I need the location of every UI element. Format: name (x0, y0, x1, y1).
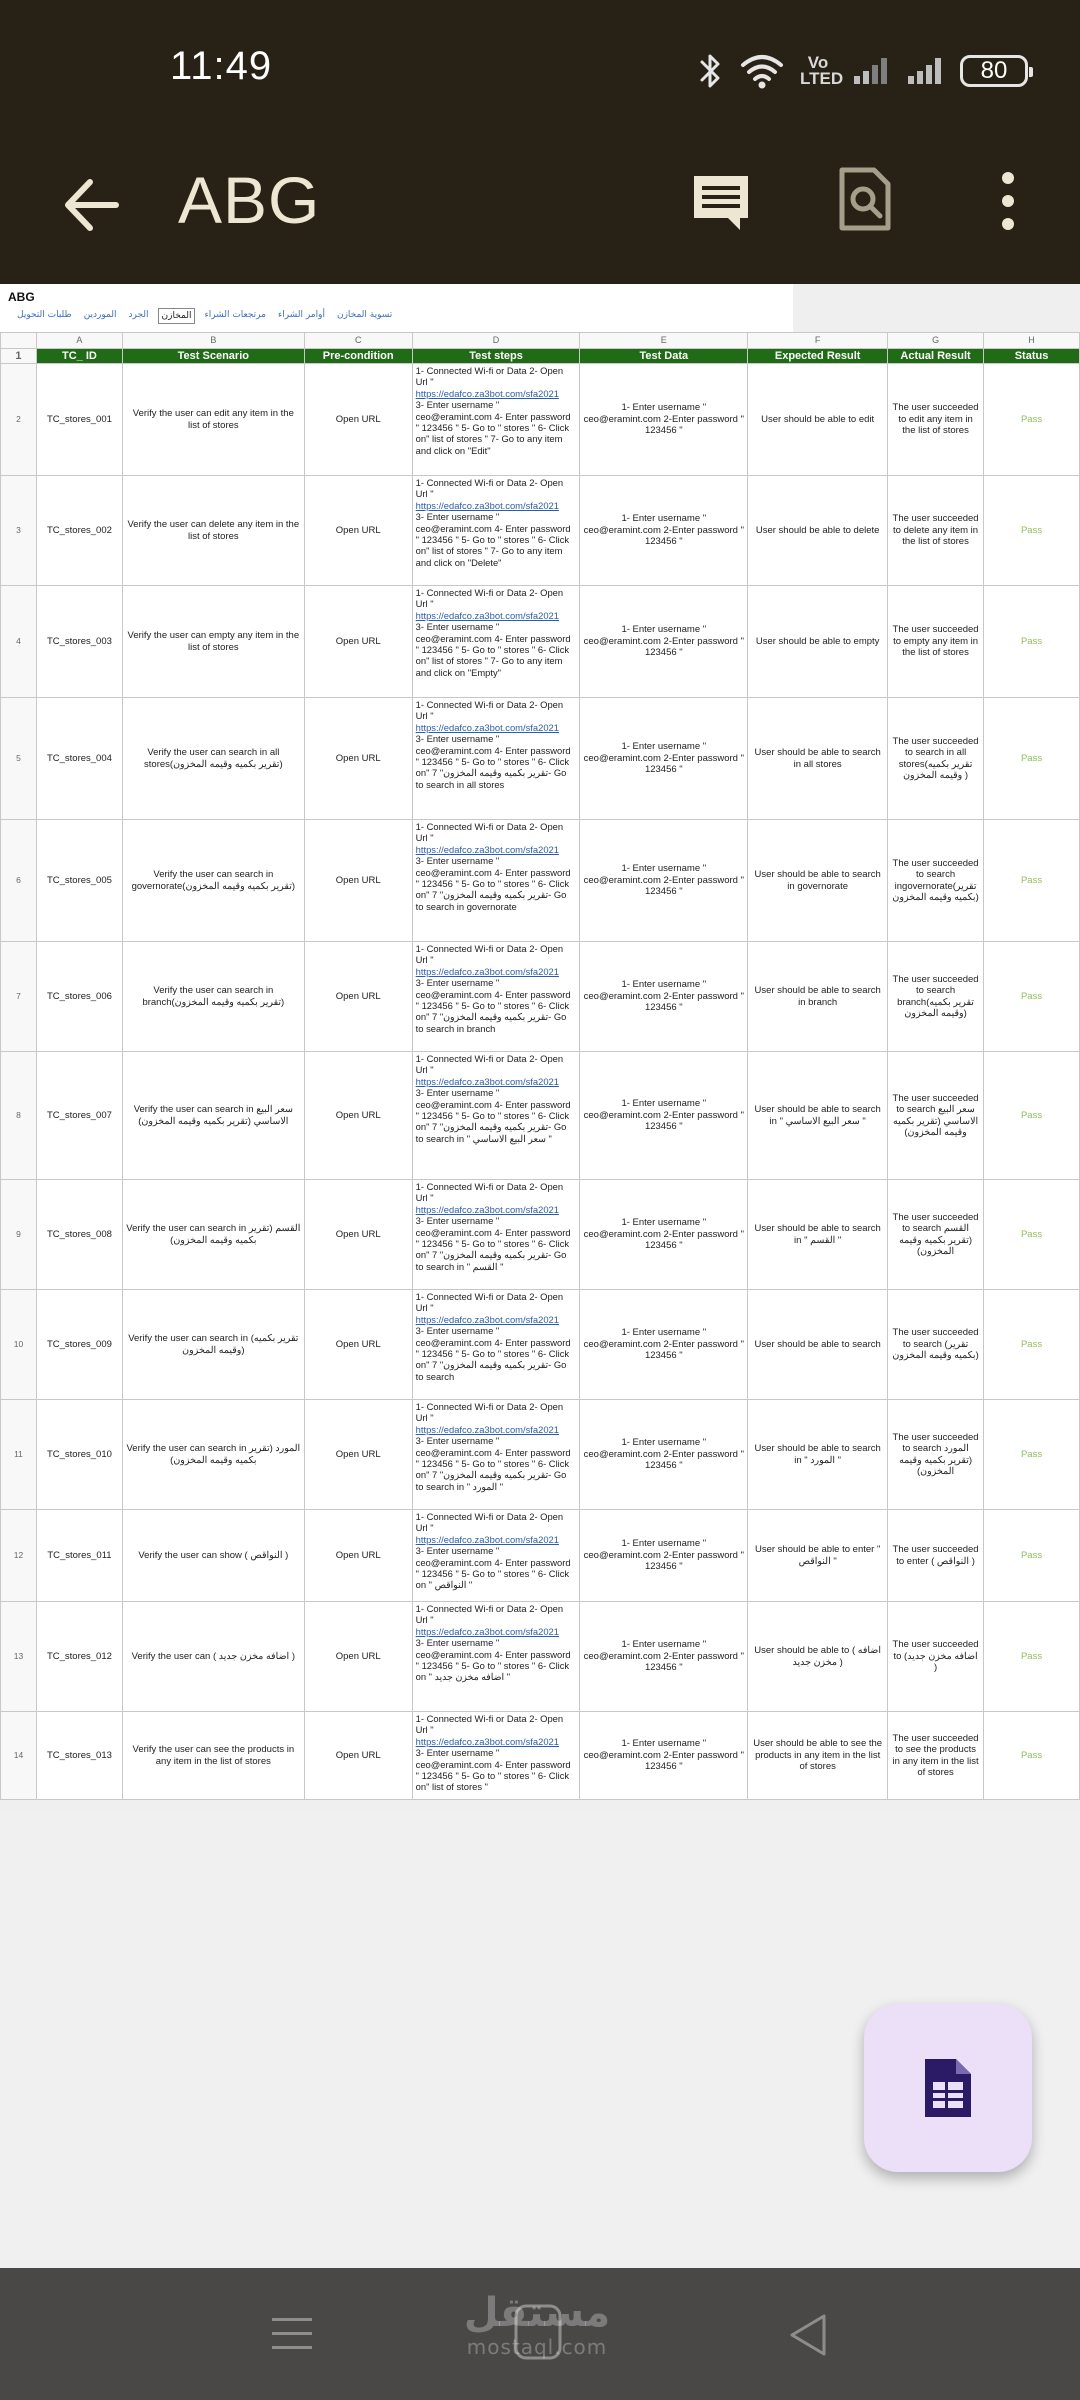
test-case-id[interactable]: TC_stores_001 (36, 364, 122, 476)
sheet-header (0, 284, 793, 332)
expected-result[interactable]: User should be able to search in " المورد " (748, 1400, 888, 1510)
steps-text: 3- Enter username " ceo@eramint.com 4- Enter password " 123456 " 5- Go to " stores " 6- Click on" تقرير بكميه وقيمه المخزون" 7- Go to search in " المورد " (415, 1435, 571, 1492)
expected-result[interactable]: User should be able to delete (748, 476, 888, 586)
steps-text: 3- Enter username " ceo@eramint.com 4- Enter password " 123456 " 5- Go to " stores " 6- Click on " اضافه مخزن جديد " (415, 1637, 571, 1683)
test-data[interactable]: 1- Enter username " ceo@eramint.com 2-Enter password " 123456 " (580, 698, 748, 820)
test-scenario[interactable]: Verify the user can see the products in any item in the list of stores (122, 1712, 304, 1800)
row-number[interactable]: 8 (1, 1052, 37, 1180)
pre-condition[interactable]: Open URL (304, 820, 412, 942)
actual-result[interactable]: The user succeeded to (اضافه مخزن جديد ) (888, 1602, 984, 1712)
header-cell[interactable]: Pre-condition (304, 349, 412, 364)
steps-link[interactable]: https://edafco.za3bot.com/sfa2021 (415, 387, 559, 399)
actual-result[interactable]: The user succeeded to see the products in any item in the list of stores (888, 1712, 984, 1800)
wifi-icon (740, 53, 784, 89)
status-bar (0, 0, 1080, 130)
status-cell[interactable]: Pass (984, 1180, 1080, 1290)
status-cell[interactable]: Pass (984, 1400, 1080, 1510)
actual-result[interactable]: The user succeeded to search ingovernorate(تقرير بكميه وقيمه المخزون) (888, 820, 984, 942)
sheets-fab-button[interactable] (864, 2004, 1032, 2172)
pre-condition[interactable]: Open URL (304, 1712, 412, 1800)
steps-link[interactable]: https://edafco.za3bot.com/sfa2021 (415, 965, 559, 977)
pre-condition[interactable]: Open URL (304, 476, 412, 586)
column-letter[interactable]: B (122, 333, 304, 349)
system-icons (698, 48, 1028, 94)
table-row (1, 1712, 1080, 1800)
test-case-id[interactable]: TC_stores_011 (36, 1510, 122, 1602)
table-row (1, 820, 1080, 942)
sheet-tab[interactable]: الجرد (128, 310, 149, 320)
test-steps[interactable] (412, 476, 580, 586)
test-scenario[interactable]: Verify the user can search in القسم (تقرير بكميه وقيمه المخزون) (122, 1180, 304, 1290)
sheet-tab[interactable]: أوامر الشراء (277, 310, 325, 320)
back-triangle-icon[interactable] (786, 2312, 830, 2358)
pre-condition[interactable]: Open URL (304, 1052, 412, 1180)
test-scenario[interactable]: Verify the user can search in branch(تقرير بكميه وقيمه المخزون) (122, 942, 304, 1052)
test-case-id[interactable]: TC_stores_003 (36, 586, 122, 698)
status-cell[interactable]: Pass (984, 586, 1080, 698)
test-steps[interactable] (412, 942, 580, 1052)
actual-result[interactable]: The user succeeded to search (تقرير بكميه وقيمه المخزون) (888, 1290, 984, 1400)
more-vert-icon[interactable] (990, 168, 1026, 234)
expected-result[interactable]: User should be able to ( اضافه مخزن جديد ) (748, 1602, 888, 1712)
test-scenario[interactable]: Verify the user can search in المورد (تقرير بكميه وقيمه المخزون) (122, 1400, 304, 1510)
test-scenario[interactable]: Verify the user can delete any item in the list of stores (122, 476, 304, 586)
steps-text: 3- Enter username " ceo@eramint.com 4- Enter password " 123456 " 5- Go to " stores " 6- Click on" list of stores " (415, 1747, 571, 1793)
table-row (1, 1602, 1080, 1712)
test-data[interactable]: 1- Enter username " ceo@eramint.com 2-Enter password " 123456 " (580, 1400, 748, 1510)
sheets-icon (922, 2056, 974, 2120)
row-number[interactable]: 12 (1, 1510, 37, 1602)
volte-label: Vo LTED (800, 53, 844, 88)
comment-icon[interactable] (688, 170, 754, 236)
test-data[interactable]: 1- Enter username " ceo@eramint.com 2-Enter password " 123456 " (580, 1602, 748, 1712)
watermark-latin: mostaql.com (466, 2335, 608, 2359)
header-cell[interactable]: Test steps (412, 349, 580, 364)
actual-result[interactable]: The user succeeded to edit any item in the list of stores (888, 364, 984, 476)
watermark-arabic: مستقل (463, 2290, 611, 2336)
test-case-id[interactable]: TC_stores_004 (36, 698, 122, 820)
steps-text: 1- Connected Wi-fi or Data 2- Open Url " (415, 1053, 564, 1076)
steps-link[interactable]: https://edafco.za3bot.com/sfa2021 (415, 1203, 559, 1215)
expected-result[interactable]: User should be able to search in " سعر البيع الاساسي " (748, 1052, 888, 1180)
steps-link[interactable]: https://edafco.za3bot.com/sfa2021 (415, 721, 559, 733)
test-data[interactable]: 1- Enter username " ceo@eramint.com 2-Enter password " 123456 " (580, 476, 748, 586)
row-number[interactable]: 1 (1, 349, 37, 364)
column-letter[interactable]: E (580, 333, 748, 349)
steps-text: 1- Connected Wi-fi or Data 2- Open Url " (415, 699, 564, 722)
document-title: ABG (178, 163, 321, 237)
test-steps[interactable] (412, 820, 580, 942)
actual-result[interactable]: The user succeeded to search سعر البيع الاساسي (تقرير بكميه وقيمه المخزون) (888, 1052, 984, 1180)
row-number[interactable]: 14 (1, 1712, 37, 1800)
row-number[interactable]: 11 (1, 1400, 37, 1510)
expected-result[interactable]: User should be able to search in branch (748, 942, 888, 1052)
header-cell[interactable]: Expected Result (748, 349, 888, 364)
table-row (1, 1052, 1080, 1180)
pre-condition[interactable]: Open URL (304, 1180, 412, 1290)
actual-result[interactable]: The user succeeded to search branch(تقرير بكميه وقيمه المخزون) (888, 942, 984, 1052)
expected-result[interactable]: User should be able to enter " النواقص " (748, 1510, 888, 1602)
steps-text: 3- Enter username " ceo@eramint.com 4- Enter password " 123456 " 5- Go to " stores " 6- Click on" تقرير بكميه وقيمه المخزون" 7- Go to search (415, 1325, 571, 1382)
test-scenario[interactable]: Verify the user can search in governorate(تقرير بكميه وقيمه المخزون) (122, 820, 304, 942)
signal-icon-2 (906, 56, 944, 86)
steps-text: 1- Connected Wi-fi or Data 2- Open Url " (415, 943, 564, 966)
test-scenario[interactable]: Verify the user can search in سعر البيع الاساسي (تقرير بكميه وقيمه المخزون) (122, 1052, 304, 1180)
status-cell[interactable]: Pass (984, 364, 1080, 476)
row-number[interactable]: 2 (1, 364, 37, 476)
header-cell[interactable]: Test Data (580, 349, 748, 364)
status-cell[interactable]: Pass (984, 1602, 1080, 1712)
steps-link[interactable]: https://edafco.za3bot.com/sfa2021 (415, 1075, 559, 1087)
pre-condition[interactable]: Open URL (304, 364, 412, 476)
steps-text: 3- Enter username " ceo@eramint.com 4- Enter password " 123456 " 5- Go to " stores " 6- Click on" list of stores " 7- Go to any item and click on "Empty" (415, 621, 571, 678)
sheet-tab-active[interactable]: المخازن (158, 308, 196, 324)
test-data[interactable]: 1- Enter username " ceo@eramint.com 2-Enter password " 123456 " (580, 1052, 748, 1180)
steps-text: 3- Enter username " ceo@eramint.com 4- Enter password " 123456 " 5- Go to " stores " 6- Click on" تقرير بكميه وقيمه المخزون" 7- Go to search in branch (415, 977, 571, 1034)
test-steps[interactable] (412, 586, 580, 698)
actual-result[interactable]: The user succeeded to search in all stores(تقرير بكميه وقيمه المخزون ) (888, 698, 984, 820)
header-cell[interactable]: Status (984, 349, 1080, 364)
row-number[interactable]: 7 (1, 942, 37, 1052)
test-case-id[interactable]: TC_stores_005 (36, 820, 122, 942)
test-case-id[interactable]: TC_stores_006 (36, 942, 122, 1052)
actual-result[interactable]: The user succeeded to delete any item in the list of stores (888, 476, 984, 586)
status-cell[interactable]: Pass (984, 476, 1080, 586)
watermark (462, 2290, 612, 2358)
steps-text: 1- Connected Wi-fi or Data 2- Open Url " (415, 821, 564, 844)
test-data[interactable]: 1- Enter username " ceo@eramint.com 2-Enter password " 123456 " (580, 820, 748, 942)
status-cell[interactable]: Pass (984, 1712, 1080, 1800)
table-row (1, 586, 1080, 698)
battery-icon: 80 (960, 55, 1028, 87)
actual-result[interactable]: The user succeeded to search القسم (تقرير بكميه وقيمه المخزون) (888, 1180, 984, 1290)
test-data[interactable]: 1- Enter username " ceo@eramint.com 2-Enter password " 123456 " (580, 1510, 748, 1602)
test-case-id[interactable]: TC_stores_007 (36, 1052, 122, 1180)
signal-icon (852, 56, 890, 86)
pre-condition[interactable]: Open URL (304, 1510, 412, 1602)
test-steps[interactable] (412, 1400, 580, 1510)
app-bar (0, 130, 1080, 284)
steps-text: 3- Enter username " ceo@eramint.com 4- Enter password " 123456 " 5- Go to " stores " 6- Click on" تقرير بكميه وقيمه المخزون" 7- Go to search in governorate (415, 855, 571, 912)
test-steps[interactable] (412, 1180, 580, 1290)
test-data[interactable]: 1- Enter username " ceo@eramint.com 2-Enter password " 123456 " (580, 1180, 748, 1290)
test-scenario[interactable]: Verify the user can search in all stores(تقرير بكميه وقيمه المخزون) (122, 698, 304, 820)
test-steps[interactable] (412, 1052, 580, 1180)
status-cell[interactable]: Pass (984, 942, 1080, 1052)
actual-result[interactable]: The user succeeded to enter ( النواقص ) (888, 1510, 984, 1602)
header-cell[interactable]: TC_ ID (36, 349, 122, 364)
test-case-id[interactable]: TC_stores_008 (36, 1180, 122, 1290)
pre-condition[interactable]: Open URL (304, 1290, 412, 1400)
steps-text: 3- Enter username " ceo@eramint.com 4- Enter password " 123456 " 5- Go to " stores " 6- Click on" تقرير بكميه وقيمه المخزون" 7- Go to search in " القسم " (415, 1215, 571, 1272)
pre-condition[interactable]: Open URL (304, 1602, 412, 1712)
table-row (1, 476, 1080, 586)
status-time: 11:49 (170, 44, 273, 88)
steps-text: 1- Connected Wi-fi or Data 2- Open Url " (415, 477, 564, 500)
spreadsheet-grid (0, 332, 1080, 1800)
row-number[interactable]: 5 (1, 698, 37, 820)
test-steps[interactable] (412, 1290, 580, 1400)
test-data[interactable]: 1- Enter username " ceo@eramint.com 2-Enter password " 123456 " (580, 586, 748, 698)
test-case-id[interactable]: TC_stores_002 (36, 476, 122, 586)
test-steps[interactable] (412, 698, 580, 820)
table-row (1, 364, 1080, 476)
actual-result[interactable]: The user succeeded to search المورد (تقرير بكميه وقيمه المخزون) (888, 1400, 984, 1510)
steps-text: 3- Enter username " ceo@eramint.com 4- Enter password " 123456 " 5- Go to " stores " 6- Click on" تقرير بكميه وقيمه المخزون" 7- Go to search in " سعر البيع الاساسي " (415, 1087, 571, 1144)
expected-result[interactable]: User should be able to empty (748, 586, 888, 698)
find-in-page-icon[interactable] (838, 166, 892, 232)
steps-link[interactable]: https://edafco.za3bot.com/sfa2021 (415, 609, 559, 621)
steps-text: 1- Connected Wi-fi or Data 2- Open Url " (415, 1291, 564, 1314)
row-number[interactable]: 4 (1, 586, 37, 698)
test-data[interactable]: 1- Enter username " ceo@eramint.com 2-Enter password " 123456 " (580, 364, 748, 476)
pre-condition[interactable]: Open URL (304, 942, 412, 1052)
steps-text: 1- Connected Wi-fi or Data 2- Open Url " (415, 1603, 564, 1626)
test-scenario[interactable]: Verify the user can search in (تقرير بكميه وقيمه المخزون) (122, 1290, 304, 1400)
test-data[interactable]: 1- Enter username " ceo@eramint.com 2-Enter password " 123456 " (580, 942, 748, 1052)
menu-icon[interactable] (268, 2312, 316, 2356)
steps-text: 3- Enter username " ceo@eramint.com 4- Enter password " 123456 " 5- Go to " stores " 6- Click on" تقرير بكميه وقيمه المخزون" 7- Go to search in all stores (415, 733, 571, 790)
status-cell[interactable]: Pass (984, 820, 1080, 942)
steps-link[interactable]: https://edafco.za3bot.com/sfa2021 (415, 1423, 559, 1435)
back-arrow-icon[interactable] (56, 170, 126, 240)
test-data[interactable]: 1- Enter username " ceo@eramint.com 2-Enter password " 123456 " (580, 1712, 748, 1800)
steps-text: 1- Connected Wi-fi or Data 2- Open Url " (415, 1401, 564, 1424)
column-letter[interactable]: H (984, 333, 1080, 349)
steps-link[interactable]: https://edafco.za3bot.com/sfa2021 (415, 499, 559, 511)
steps-link[interactable]: https://edafco.za3bot.com/sfa2021 (415, 843, 559, 855)
test-case-id[interactable]: TC_stores_010 (36, 1400, 122, 1510)
test-steps[interactable] (412, 364, 580, 476)
status-cell[interactable]: Pass (984, 1510, 1080, 1602)
test-data[interactable]: 1- Enter username " ceo@eramint.com 2-Enter password " 123456 " (580, 1290, 748, 1400)
pre-condition[interactable]: Open URL (304, 1400, 412, 1510)
status-cell[interactable]: Pass (984, 698, 1080, 820)
row-number[interactable]: 6 (1, 820, 37, 942)
test-steps[interactable] (412, 1510, 580, 1602)
sheet-tabs (14, 308, 395, 324)
table-row (1, 1180, 1080, 1290)
test-case-id[interactable]: TC_stores_012 (36, 1602, 122, 1712)
steps-link[interactable]: https://edafco.za3bot.com/sfa2021 (415, 1735, 559, 1747)
row-number[interactable]: 3 (1, 476, 37, 586)
steps-text: 1- Connected Wi-fi or Data 2- Open Url " (415, 1181, 564, 1204)
expected-result[interactable]: User should be able to search in all stores (748, 698, 888, 820)
sheet-viewer[interactable] (0, 284, 1080, 1814)
column-letter[interactable]: D (412, 333, 580, 349)
steps-link[interactable]: https://edafco.za3bot.com/sfa2021 (415, 1625, 559, 1637)
header-cell[interactable]: Actual Result (888, 349, 984, 364)
header-row (1, 349, 1080, 364)
test-scenario[interactable]: Verify the user can ( اضافه مخزن جديد ) (122, 1602, 304, 1712)
row-number[interactable]: 9 (1, 1180, 37, 1290)
column-letter[interactable]: F (748, 333, 888, 349)
table-row (1, 698, 1080, 820)
steps-link[interactable]: https://edafco.za3bot.com/sfa2021 (415, 1313, 559, 1325)
table-row (1, 1290, 1080, 1400)
expected-result[interactable]: User should be able to see the products in any item in the list of stores (748, 1712, 888, 1800)
column-letters-row (1, 333, 1080, 349)
sheet-tab[interactable]: طلبات التحويل (17, 310, 72, 320)
table-row (1, 1400, 1080, 1510)
pre-condition[interactable]: Open URL (304, 698, 412, 820)
table-row (1, 942, 1080, 1052)
expected-result[interactable]: User should be able to search in governorate (748, 820, 888, 942)
actual-result[interactable]: The user succeeded to empty any item in the list of stores (888, 586, 984, 698)
expected-result[interactable]: User should be able to edit (748, 364, 888, 476)
steps-text: 1- Connected Wi-fi or Data 2- Open Url " (415, 365, 564, 388)
test-steps[interactable] (412, 1602, 580, 1712)
table-row (1, 1510, 1080, 1602)
expected-result[interactable]: User should be able to search (748, 1290, 888, 1400)
status-cell[interactable]: Pass (984, 1052, 1080, 1180)
column-letter[interactable]: A (36, 333, 122, 349)
sheet-tab[interactable]: الموردين (83, 310, 117, 320)
steps-text: 3- Enter username " ceo@eramint.com 4- Enter password " 123456 " 5- Go to " stores " 6- Click on " النواقص " (415, 1545, 571, 1591)
pre-condition[interactable]: Open URL (304, 586, 412, 698)
steps-text: 1- Connected Wi-fi or Data 2- Open Url " (415, 587, 564, 610)
test-steps[interactable] (412, 1712, 580, 1800)
test-case-id[interactable]: TC_stores_013 (36, 1712, 122, 1800)
test-scenario[interactable]: Verify the user can show ( النواقص ) (122, 1510, 304, 1602)
bluetooth-icon (698, 51, 724, 91)
steps-text: 1- Connected Wi-fi or Data 2- Open Url " (415, 1511, 564, 1534)
row-number[interactable]: 10 (1, 1290, 37, 1400)
steps-text: 3- Enter username " ceo@eramint.com 4- Enter password " 123456 " 5- Go to " stores " 6- Click on" list of stores " 7- Go to any item and click on "Delete" (415, 511, 571, 568)
expected-result[interactable]: User should be able to search in " القسم " (748, 1180, 888, 1290)
test-scenario[interactable]: Verify the user can empty any item in the list of stores (122, 586, 304, 698)
column-letter[interactable]: G (888, 333, 984, 349)
sheet-tab[interactable]: مرتجعات الشراء (204, 310, 266, 320)
sheet-tab[interactable]: تسوية المخازن (336, 310, 393, 320)
status-cell[interactable]: Pass (984, 1290, 1080, 1400)
header-cell[interactable]: Test Scenario (122, 349, 304, 364)
steps-text: 1- Connected Wi-fi or Data 2- Open Url " (415, 1713, 564, 1736)
corner-cell (1, 333, 37, 349)
navigation-bar (0, 2268, 1080, 2400)
row-number[interactable]: 13 (1, 1602, 37, 1712)
column-letter[interactable]: C (304, 333, 412, 349)
test-case-id[interactable]: TC_stores_009 (36, 1290, 122, 1400)
steps-text: 3- Enter username " ceo@eramint.com 4- Enter password " 123456 " 5- Go to " stores " 6- Click on" list of stores " 7- Go to any item and click on "Edit" (415, 399, 571, 456)
steps-link[interactable]: https://edafco.za3bot.com/sfa2021 (415, 1533, 559, 1545)
test-scenario[interactable]: Verify the user can edit any item in the list of stores (122, 364, 304, 476)
sheet-name: ABG (8, 290, 35, 304)
